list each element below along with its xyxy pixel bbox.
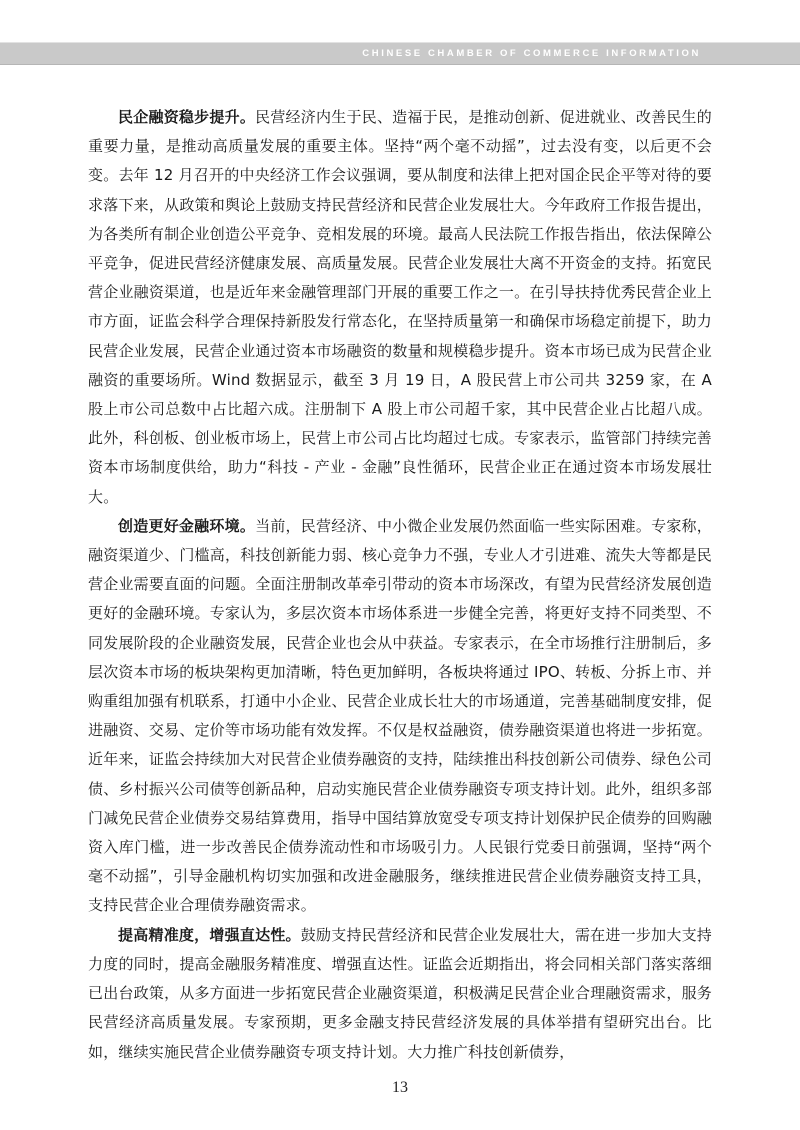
page-number: 13 [392,1079,408,1096]
paragraph-lead-heading: 民企融资稳步提升。 [118,108,256,126]
article-paragraph [88,103,712,512]
article-paragraph [88,512,712,921]
running-header-title: CHINESE CHAMBER OF COMMERCE INFORMATION [362,48,701,59]
paragraph-text: 民营经济内生于民、造福于民，是推动创新、促进就业、改善民生的重要力量，是推动高质量发展的重要主体。坚持“两个毫不动摇”，过去没有变，以后更不会变。去年 12 月召开的中央经济工作会议强调，要从制度和法律上把对国企民企平等对待的要求落下来，从政策和舆论上鼓励支持民营经济和民营企业发展壮大。今年政府工作报告提出，为各类所有制企业创造公平竞争、竞相发展的环境。最高人民法院工作报告指出，依法保障公平竞争，促进民营经济健康发展、高质量发展。民营企业发展壮大离不开资金的支持。拓宽民营企业融资渠道，也是近年来金融管理部门开展的重要工作之一。在引导扶持优秀民营企业上市方面，证监会科学合理保持新股发行常态化，在坚持质量第一和确保市场稳定前提下，助力民营企业发展，民营企业通过资本市场融资的数量和规模稳步提升。资本市场已成为民营企业融资的重要场所。Wind 数据显示，截至 3 月 19 日，A 股民营上市公司共 3259 家，在 A 股上市公司总数中占比超六成。注册制下 A 股上市公司超千家，其中民营企业占比超八成。此外，科创板、创业板市场上，民营上市公司占比均超过七成。专家表示，监管部门持续完善资本市场制度供给，助力“科技 - 产业 - 金融”良性循环，民营企业正在通过资本市场发展壮大。 [88,108,712,506]
article-paragraph [88,921,712,1067]
paragraph-lead-heading: 创造更好金融环境。 [118,516,256,535]
paragraph-text: 当前，民营经济、中小微企业发展仍然面临一些实际困难。专家称，融资渠道少、门槛高，科技创新能力弱、核心竞争力不强，专业人才引进难、流失大等都是民营企业需要直面的问题。全面注册制改革牵引带动的资本市场深改，有望为民营经济发展创造更好的金融环境。专家认为，多层次资本市场体系进一步健全完善，将更好支持不同类型、不同发展阶段的企业融资发展，民营企业也会从中获益。专家表示，在全市场推行注册制后，多层次资本市场的板块架构更加清晰，特色更加鲜明，各板块将通过 IPO、转板、分拆上市、并购重组加强有机联系，打通中小企业、民营企业成长壮大的市场通道，完善基础制度安排，促进融资、交易、定价等市场功能有效发挥。不仅是权益融资，债券融资渠道也将进一步拓宽。近年来，证监会持续加大对民营企业债券融资的支持，陆续推出科技创新公司债券、绿色公司债、乡村振兴公司债等创新品种，启动实施民营企业债券融资专项支持计划。此外，组织多部门减免民营企业债券交易结算费用，指导中国结算放宽受专项支持计划保护民企债券的回购融资入库门槛，进一步改善民企债券流动性和市场吸引力。人民银行党委日前强调，坚持“两个毫不动摇”，引导金融机构切实加强和改进金融服务，继续推进民营企业债券融资支持工具，支持民营企业合理债券融资需求。 [88,516,712,915]
paragraph-lead-heading: 提高精准度，增强直达性。 [118,925,301,944]
paragraph-text: 鼓励支持民营经济和民营企业发展壮大，需在进一步加大支持力度的同时，提高金融服务精准度、增强直达性。证监会近期指出，将会同相关部门落实落细已出台政策，从多方面进一步拓宽民营企业融资渠道，积极满足民营企业合理融资需求，服务民营经济高质量发展。专家预期，更多金融支持民营经济发展的具体举措有望研究出台。比如，继续实施民营企业债券融资专项支持计划。大力推广科技创新债券， [88,925,712,1061]
article-body [88,103,712,1067]
running-header-band [0,42,800,65]
